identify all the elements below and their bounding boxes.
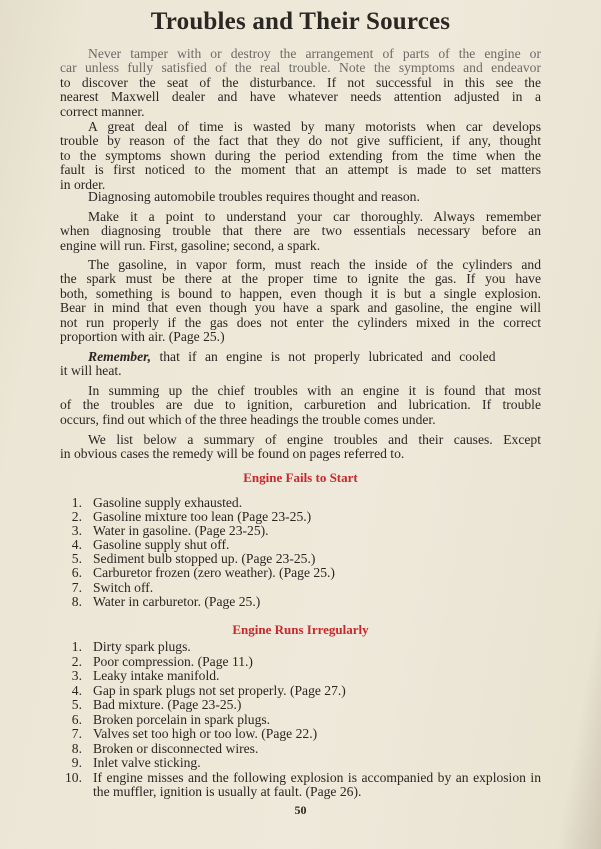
text-line: the spark must be there at the proper time to ignite the gas. If you have [60,271,541,287]
list-item [60,595,541,609]
item-number: 10. [65,769,82,785]
text-line: to discover the seat of the disturbance. If not successful in this see the [60,74,541,90]
list-item [60,655,541,670]
text-line: when diagnosing trouble that there are two essentials necessary before an [60,223,541,239]
item-number: 6. [71,711,82,727]
list-item [60,581,541,595]
text-line: A great deal of time is wasted by many motorists when car develops [88,119,541,134]
item-number: 3. [71,523,82,539]
list-item [60,538,541,552]
list-item [60,496,541,510]
paragraph [60,384,541,427]
item-number: 8. [71,593,82,609]
item-text: Carburetor frozen (zero weather). (Page 25.) [93,565,335,581]
text-line: in order. [60,176,106,192]
item-number: 8. [71,740,82,756]
item-text: Poor compression. (Page 11.) [93,653,253,669]
list-item [60,713,541,728]
item-text: Sediment bulb stopped up. (Page 23-25.) [93,551,316,567]
paragraph [60,433,541,462]
item-text: Gasoline supply exhausted. [93,495,243,510]
page-title: Troubles and Their Sources [150,8,451,35]
text-line: proportion with air. (Page 25.) [60,329,225,345]
item-text: Switch off. [93,579,154,595]
item-number: 9. [71,755,82,770]
list-item [60,771,541,800]
item-number: 7. [71,726,82,741]
list-item [60,552,541,566]
emphasis: Remember, [88,349,152,364]
item-text: Bad mixture. (Page 23-25.) [93,697,242,712]
text-line: both, something is bound to happen, even though it is but a single explosion. [60,285,541,301]
item-text: Broken or disconnected wires. [93,740,259,756]
item-number: 2. [71,509,82,525]
item-number: 1. [71,639,82,654]
item-number: 5. [71,697,82,712]
item-text: Water in gasoline. (Page 23-25). [93,523,269,539]
text-span: that if an engine is not properly lubricated and cooled [151,349,496,364]
paragraph [60,120,541,192]
text-line: occurs, find out which of the three headings the trouble comes under. [60,411,436,427]
item-text: Dirty spark plugs. [93,639,191,654]
text-line: Diagnosing automobile troubles requires thought and reason. [88,189,420,204]
text-line: The gasoline, in vapor form, must reach the inside of the cylinders and [88,257,541,272]
item-text: If engine misses and the following explosion is accompanied by an explosion in the muffler, ignition is usually at fault. (Page 26). [93,769,541,799]
list-item [60,756,541,771]
list-item [60,742,541,757]
list-item [60,669,541,684]
text-line: We list below a summary of engine troubles and their causes. Except [88,432,541,447]
text-line: car unless fully satisfied of the real trouble. Note the symptoms and endeavor [60,60,541,76]
text-line: Bear in mind that even though you have a spark and gasoline, the engine will [60,300,541,316]
text-line: correct manner. [60,103,145,119]
trouble-list [60,640,541,800]
item-text: Water in carburetor. (Page 25.) [93,593,261,609]
item-text: Inlet valve sticking. [93,755,201,770]
trouble-list [60,496,541,609]
paragraph [60,210,541,253]
list-item [60,510,541,524]
item-text: Broken porcelain in spark plugs. [93,711,271,727]
paragraph [60,258,541,344]
page-number: 50 [294,803,307,817]
text-line: to the symptoms shown during the period extending from the time when the [60,147,541,163]
item-text: Gap in spark plugs not set properly. (Page 27.) [93,682,346,698]
text-line: In summing up the chief troubles with an engine it is found that most [88,383,541,398]
list-item [60,684,541,699]
item-number: 3. [71,668,82,683]
list-item [60,727,541,742]
text-line: it will heat. [60,363,122,379]
list-item [60,566,541,580]
item-number: 6. [71,565,82,581]
text-line: not run properly if the gas does not enter the cylinders mixed in the correct [60,314,541,330]
list-item [60,698,541,713]
paragraph [60,190,541,204]
text-line: of the troubles are due to ignition, carburetion and lubrication. If trouble [60,397,541,413]
text-line: engine will run. First, gasoline; second, a spark. [60,237,321,253]
item-text: Gasoline mixture too lean (Page 23-25.) [93,509,312,525]
section-heading: Engine Fails to Start [243,470,358,485]
text-line: in obvious cases the remedy will be found on pages referred to. [60,446,405,462]
paragraph [60,350,541,379]
text-line: fault is first noticed to the moment that an attempt is made to set matters [60,162,541,178]
paragraph [60,47,541,119]
item-number: 2. [71,653,82,669]
item-number: 4. [71,537,82,553]
item-number: 4. [71,682,82,698]
item-number: 5. [71,551,82,567]
item-text: Leaky intake manifold. [93,668,220,683]
text-line [60,350,541,364]
item-number: 7. [71,579,82,595]
text-line: Never tamper with or destroy the arrangement of parts of the engine or [88,46,541,61]
list-item [60,524,541,538]
section-heading: Engine Runs Irregularly [232,622,369,637]
item-text: Gasoline supply shut off. [93,537,230,553]
text-line: Make it a point to understand your car thoroughly. Always remember [88,209,541,224]
list-item [60,640,541,655]
text-line: trouble by reason of the fact that they do not give sufficient, if any, thought [60,133,541,149]
item-text: Valves set too high or too low. (Page 22.) [93,726,318,741]
text-line: nearest Maxwell dealer and have whatever needs attention adjusted in a [60,89,541,105]
item-number: 1. [71,495,82,510]
